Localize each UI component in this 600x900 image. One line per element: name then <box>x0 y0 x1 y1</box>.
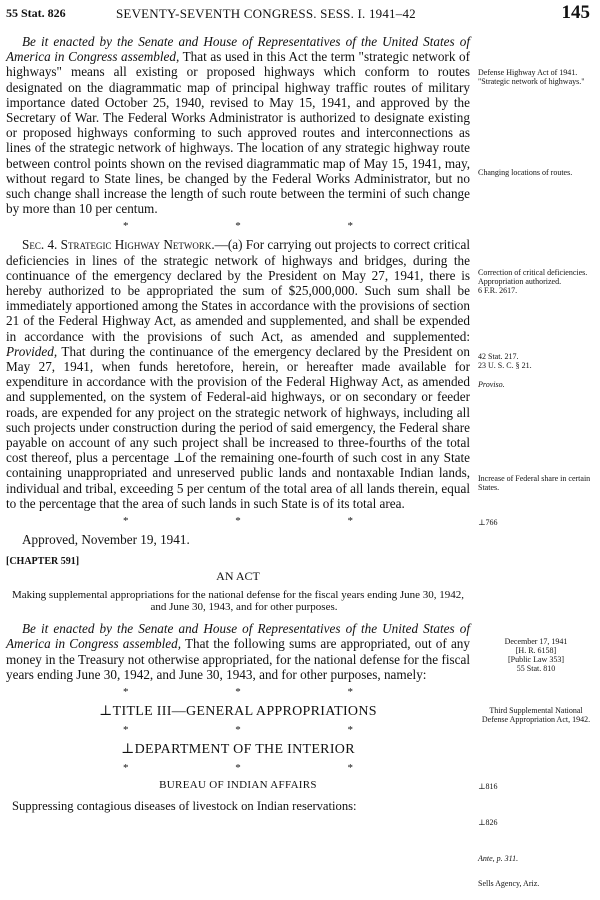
margin-note-text: 42 Stat. 217. <box>478 352 519 361</box>
enacting-text: That as used in this Act the term "strategic network of highways" means all existing or proposed highways which conform to routes designated on the diagrammatic map of principal highway traffic routes of military importance dated October 25, 1940, revised to May 15, 1941, and approved by the Secretary of War. The Federal Works Administrator is authorized to designate existing or proposed highways conforming to such approved routes and interconnections as lines of the strategic network of highways. The location of any strategic highway route between control points shown on the revised diagrammatic map of May 15, 1941, may, without regard to State lines, be changed by the Federal Works Administrator, but no such change shall increase the length of such route between the termini of such change by more than 10 per centum. <box>6 49 470 217</box>
enacting-clause: Be it enacted by the Senate and House of Representatives of the United States of America in Congress assembled, <box>6 621 470 652</box>
margin-note-ref-766: ⊥766 <box>478 518 498 527</box>
margin-note-text: Appropriation authorized. <box>478 277 562 286</box>
section-4-paragraph <box>6 237 470 511</box>
margin-note-ante <box>478 854 594 863</box>
act-title: AN ACT <box>216 569 260 584</box>
margin-note-text: 55 Stat. 810 <box>516 664 556 673</box>
margin-note-sells-agency: Sells Agency, Ariz. <box>478 879 540 888</box>
margin-note-text: Proviso. <box>478 380 505 389</box>
margin-note-text: "Strategic network of highways." <box>478 77 585 86</box>
margin-note-text: [H. R. 6158] <box>515 646 557 655</box>
margin-note-ref-826: ⊥826 <box>478 818 498 827</box>
margin-note-ref-816: ⊥816 <box>478 782 498 791</box>
main-text-column <box>6 34 470 814</box>
enacting-text: That the following sums are appropriated, out of any money in the Treasury not otherwise appropriated, for the national defense for the fiscal years ending June 30, 1942, and June 30, 1943, and for other purposes, namely: <box>6 636 470 682</box>
proviso-word: Provided, <box>6 343 58 359</box>
department-heading: ⊥DEPARTMENT OF THE INTERIOR <box>121 741 355 757</box>
section-4-text: —(a) For carrying out projects to correct critical deficiencies in lines of the strategic network of highways and bridges, during the continuance of the emergency declared by the President on May 27, 1941, there is hereby authorized to be appropriated the sum of $25,000,000. Such sum shall be immediately apportioned among the States in accordance with the provisions of section 21 of the Federal Highway Act, as amended and supplemented, and shall be expended in accordance with the provisions of such Act, as amended and supplemented: <box>6 237 471 344</box>
section-break-stars: * * * <box>123 220 353 233</box>
margin-note-proviso <box>478 380 594 389</box>
chapter-label: [CHAPTER 591] <box>6 556 80 568</box>
margin-note-text: 23 U. S. C. § 21. <box>478 361 532 370</box>
enacting-paragraph-2 <box>6 621 470 682</box>
page-number: 145 <box>561 2 590 23</box>
section-break-stars: * * * <box>123 723 353 736</box>
enacting-paragraph-1 <box>6 34 470 216</box>
section-4-heading: Sec. 4. Strategic Highway Network. <box>22 237 215 253</box>
approval-date: Approved, November 19, 1941. <box>22 532 190 548</box>
margin-note-text: Defense Highway Act of 1941. <box>478 68 578 77</box>
margin-note-bill-info <box>478 637 594 673</box>
margin-note-text: December 17, 1941 <box>504 637 568 646</box>
margin-note-stat-217 <box>478 352 594 370</box>
act-purpose: Making supplemental appropriations for the national defense for the fiscal years ending June 30, 1942, and June 30, 1943, and for other purposes. <box>11 589 465 614</box>
suppressing-diseases-line: Suppressing contagious diseases of livestock on Indian reservations: <box>12 798 357 813</box>
margin-note-changing-routes: Changing locations of routes. <box>478 168 573 177</box>
margin-note-text: 6 F.R. 2617. <box>478 286 518 295</box>
margin-note-third-supplemental: Third Supplemental National Defense Appropriation Act, 1942. <box>481 706 591 724</box>
margin-note-increase-share: Increase of Federal share in certain States. <box>478 474 591 492</box>
margin-note-correction <box>478 268 594 295</box>
stat-reference: 55 Stat. 826 <box>6 6 66 20</box>
section-4-text-continued: That during the continuance of the emergency declared by the President on May 27, 1941, when funds heretofore, herein, or hereafter made available for expenditure in accordance with the provision of the Federal Highway Act, as amended and supplemented, on the system of Federal-aid highways, or on secondary or feeder roads, are expended for any project on the strategic network of highways, including all such projects under construction during the period of said emergency, the Federal share payable on account of any such project shall be increased to three-fourths of the total cost thereof, plus a percentage ⊥of the remaining one-fourth of such cost in any State containing unappropriated and unreserved public lands and nontaxable Indian lands, individual and tribal, exceeding 5 per centum of the total area of all lands therein, equal to the percentage that the area of such lands in such State is of its total area. <box>6 343 470 511</box>
margin-note-text: Correction of critical deficiencies. <box>478 268 588 277</box>
margin-note-defense-act <box>478 68 594 86</box>
enacting-clause: Be it enacted by the Senate and House of Representatives of the United States of America in Congress assembled, <box>6 34 470 65</box>
running-head: SEVENTY-SEVENTH CONGRESS. SESS. I. 1941–42 <box>116 6 416 21</box>
bureau-heading: BUREAU OF INDIAN AFFAIRS <box>159 778 317 791</box>
section-break-stars: * * * <box>123 685 353 698</box>
page-header <box>0 0 600 26</box>
section-break-stars: * * * <box>123 515 353 528</box>
section-break-stars: * * * <box>123 761 353 774</box>
margin-note-text: Ante, p. 311. <box>478 854 519 863</box>
title-iii-heading: ⊥TITLE III—GENERAL APPROPRIATIONS <box>99 703 377 719</box>
margin-note-text: [Public Law 353] <box>508 655 564 664</box>
